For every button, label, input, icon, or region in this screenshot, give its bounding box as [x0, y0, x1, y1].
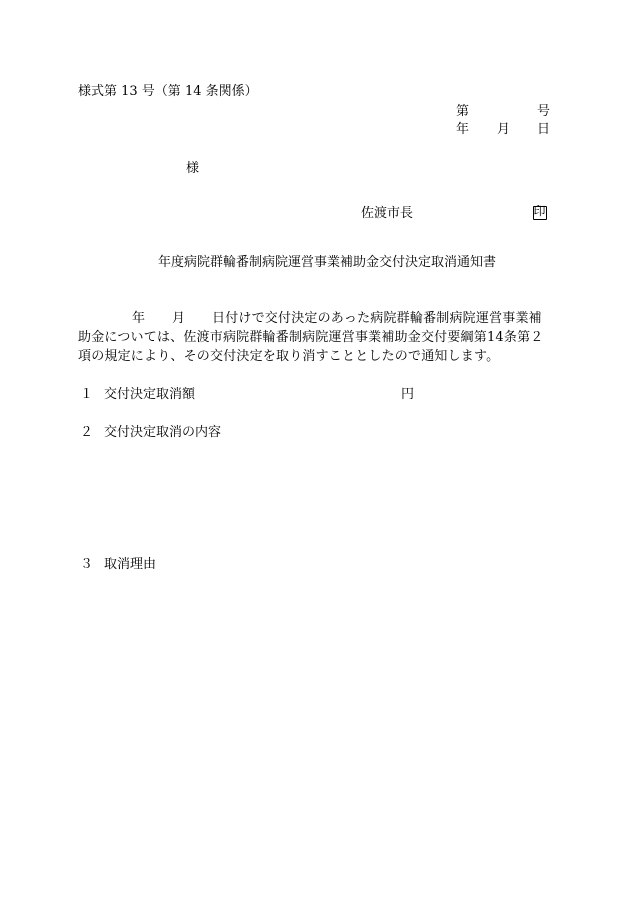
item-1-label: 交付決定取消額: [104, 387, 196, 402]
doc-number-prefix: 第: [456, 104, 470, 119]
item-3-number: ３: [80, 557, 94, 572]
body-line-2: 助金については、佐渡市病院群輪番制病院運営事業補助金交付要綱第14条第２: [78, 330, 544, 345]
body-year: 年: [132, 311, 146, 326]
document-title: 年度病院群輪番制病院運営事業補助金交付決定取消通知書: [158, 255, 497, 270]
doc-number-suffix: 号: [537, 104, 551, 119]
doc-date-day: 日: [537, 122, 551, 137]
item-2-number: ２: [80, 425, 94, 440]
item-3-label: 取消理由: [104, 557, 157, 572]
sender-name: 佐渡市長: [361, 206, 414, 221]
doc-date-year: 年: [456, 122, 470, 137]
item-2-label: 交付決定取消の内容: [104, 425, 222, 440]
doc-date-month: 月: [497, 122, 511, 137]
body-month: 月: [172, 311, 186, 326]
item-1-unit: 円: [401, 387, 415, 402]
form-number: 様式第 13 号（第 14 条関係）: [78, 84, 258, 99]
body-line-1: 日付けで交付決定のあった病院群輪番制病院運営事業補: [212, 311, 542, 326]
addressee-suffix: 様: [186, 161, 200, 176]
seal-mark: 印: [533, 204, 546, 218]
item-1-number: １: [80, 387, 94, 402]
body-line-3: 項の規定により、その交付決定を取り消すこととしたので通知します。: [78, 349, 500, 364]
